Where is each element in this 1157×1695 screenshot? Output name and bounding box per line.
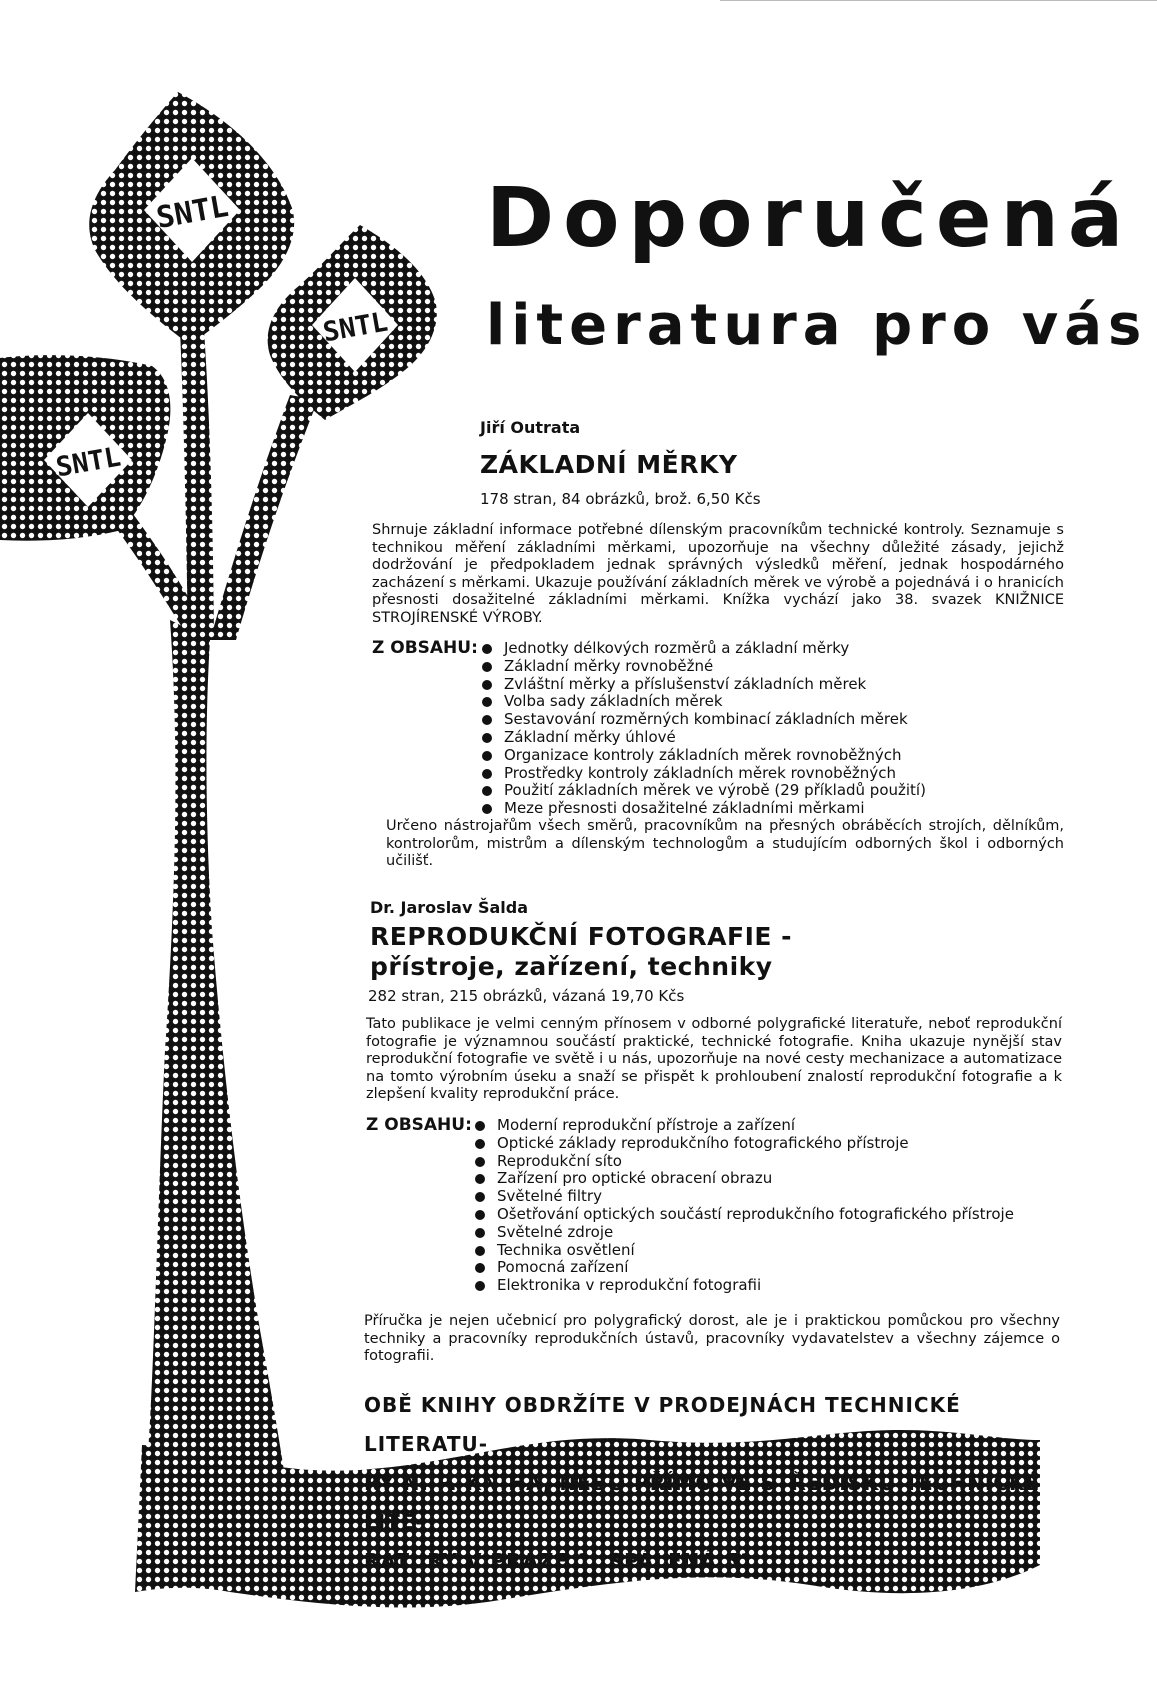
footer-line3: RATURY V PRAZE 1, SPÁLENÁ 51. — [364, 1549, 764, 1573]
list-item: Pomocná zařízení — [475, 1259, 1014, 1277]
book2-title-line2: přístroje, zařízení, techniky — [370, 952, 773, 981]
list-item: Základní měrky úhlové — [482, 729, 926, 747]
list-item: Základní měrky rovnoběžné — [482, 658, 926, 676]
bullet-icon — [482, 733, 492, 743]
bullet-icon — [482, 680, 492, 690]
book1-audience: Určeno nástrojařům všech směrů, pracovníkům na přesných obráběcích strojích, dělníkům, kontrolorům, mistrům a dílenským technologům a studujícím odborných škol i odborných učilišť. — [386, 818, 1064, 869]
bullet-icon — [482, 662, 492, 672]
book1-title: ZÁKLADNÍ MĚRKY — [480, 450, 738, 479]
list-item: Reprodukční síto — [475, 1153, 1014, 1171]
logo-text-right: SNTL — [320, 306, 391, 349]
logo-text-top: SNTL — [153, 188, 232, 236]
bullet-icon — [475, 1210, 485, 1220]
bullet-icon — [482, 769, 492, 779]
headline-line1: Doporučená — [486, 171, 1133, 266]
book2-title-line1: REPRODUKČNÍ FOTOGRAFIE - — [370, 922, 793, 951]
list-item: Světelné zdroje — [475, 1224, 1014, 1242]
book1-contents-label: Z OBSAHU: — [372, 638, 478, 658]
list-item: Použití základních měrek ve výrobě (29 příkladů použití) — [482, 782, 926, 800]
bullet-icon — [475, 1228, 485, 1238]
headline-line2: literatura pro vás — [486, 293, 1148, 358]
book2-contents-list — [475, 1117, 1014, 1295]
list-item: Jednotky délkových rozměrů a základní měrky — [482, 640, 926, 658]
book1-contents-list — [482, 640, 926, 818]
book1-description: Shrnuje základní informace potřebné dílenským pracovníkům technické kontroly. Seznamuje s technikou měření základními měrkami, upozorňuje na všechny důležité zásady, jejichž dodržování je předpokladem jednak správných výsledků měření, jednak hospodárného zacházení s měrkami. Ukazuje používání základních měrek ve výrobě a pojednává i o hranicích přesnosti dosažitelné základními měrkami. Knížka vychází jako 38. svazek KNIŽNICE STROJÍRENSKÉ VÝROBY. — [372, 522, 1064, 626]
bullet-icon — [475, 1139, 485, 1149]
bullet-icon — [482, 697, 492, 707]
list-item: Volba sady základních měrek — [482, 693, 926, 711]
bullet-icon — [475, 1174, 485, 1184]
bullet-icon — [482, 751, 492, 761]
stem-right — [210, 395, 318, 640]
bullet-icon — [475, 1157, 485, 1167]
list-item: Světelné filtry — [475, 1188, 1014, 1206]
list-item: Technika osvětlení — [475, 1242, 1014, 1260]
bullet-icon — [475, 1121, 485, 1131]
bullet-icon — [475, 1192, 485, 1202]
list-item: Zařízení pro optické obracení obrazu — [475, 1170, 1014, 1188]
list-item: Ošetřování optických součástí reprodukčního fotografického přístroje — [475, 1206, 1014, 1224]
bullet-icon — [482, 715, 492, 725]
list-item: Prostředky kontroly základních měrek rovnoběžných — [482, 765, 926, 783]
bullet-icon — [475, 1246, 485, 1256]
footer-line1: OBĚ KNIHY OBDRŽÍTE V PRODEJNÁCH TECHNICKÉ LITERATU- — [364, 1393, 961, 1456]
list-item: Organizace kontroly základních měrek rovnoběžných — [482, 747, 926, 765]
footer-notice — [364, 1386, 1084, 1581]
footer-line2: RY N. P. KNIHA, NEBO PŘÍMO VE STŘEDISKU TECHNICKÉ LITE- — [364, 1471, 1041, 1534]
list-item: Zvláštní měrky a příslušenství základních měrek — [482, 676, 926, 694]
trunk-shape — [140, 620, 300, 1580]
book1-meta: 178 stran, 84 obrázků, brož. 6,50 Kčs — [480, 490, 761, 508]
logo-text-left: SNTL — [53, 441, 124, 484]
list-item: Meze přesnosti dosažitelné základními měrkami — [482, 800, 926, 818]
list-item: Moderní reprodukční přístroje a zařízení — [475, 1117, 1014, 1135]
list-item: Optické základy reprodukčního fotografického přístroje — [475, 1135, 1014, 1153]
bullet-icon — [475, 1281, 485, 1291]
list-item: Sestavování rozměrných kombinací základních měrek — [482, 711, 926, 729]
book1-author: Jiří Outrata — [480, 418, 581, 437]
bullet-icon — [482, 644, 492, 654]
bullet-icon — [475, 1263, 485, 1273]
book2-audience: Příručka je nejen učebnicí pro polygrafický dorost, ale je i praktickou pomůckou pro všechny techniky a pracovníky reprodukčních ústavů, pracovníky vydavatelstev a všechny zájemce o fotografii. — [364, 1313, 1060, 1364]
bullet-icon — [482, 786, 492, 796]
book2-author: Dr. Jaroslav Šalda — [370, 898, 529, 917]
bullet-icon — [482, 804, 492, 814]
book2-description: Tato publikace je velmi cenným přínosem v odborné polygrafické literatuře, neboť reprodukční fotografie je významnou součástí praktické, technické fotografie. Kniha ukazuje nynější stav reprodukční fotografie ve světě i u nás, upozorňuje na nové cesty mechanizace a automatizace na tomto výrobním úseku a snaží se přispět k prohloubení znalostí reprodukční fotografie a k zlepšení kvality reprodukční práce. — [366, 1016, 1062, 1102]
list-item: Elektronika v reprodukční fotografii — [475, 1277, 1014, 1295]
book2-contents-label: Z OBSAHU: — [366, 1115, 472, 1135]
book2-meta: 282 stran, 215 obrázků, vázaná 19,70 Kčs — [368, 987, 685, 1005]
